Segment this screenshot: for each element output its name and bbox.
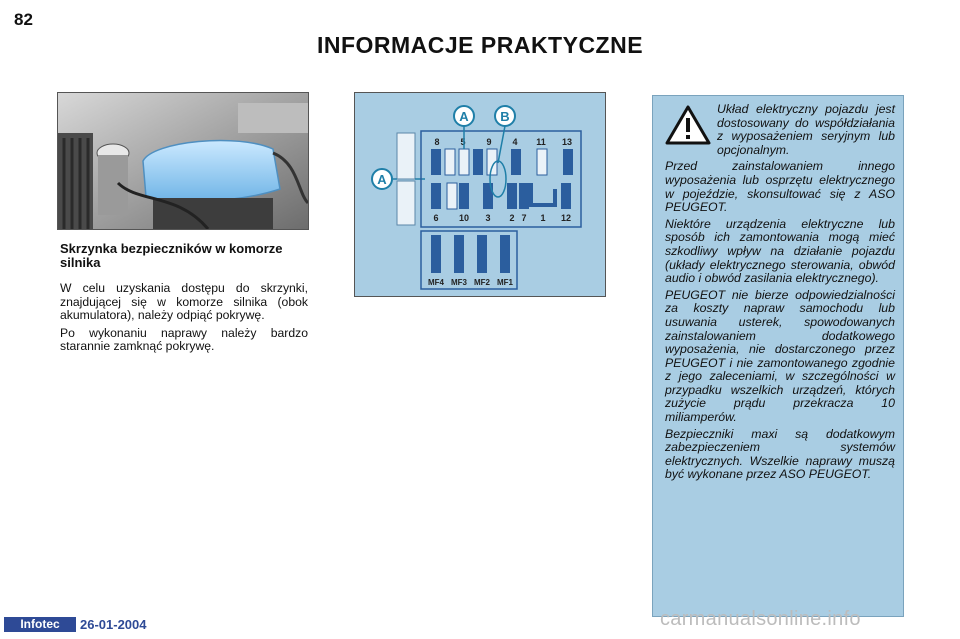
fuse-shunt <box>531 183 555 205</box>
fuse <box>563 149 573 175</box>
fuse-label: 4 <box>512 137 518 147</box>
maxi-fuse <box>454 235 464 273</box>
engine-compartment-photo <box>57 92 309 230</box>
fuse-label: 13 <box>561 137 573 147</box>
fuse-label: 12 <box>560 213 572 223</box>
warning-box <box>652 95 904 617</box>
fuse <box>459 149 469 175</box>
section-body <box>60 282 308 358</box>
fuse-box-svg <box>355 93 605 296</box>
fuse-label: 11 <box>536 137 546 147</box>
fuse-label: 3 <box>485 213 491 223</box>
maxi-fuse <box>477 235 487 273</box>
page-title: INFORMACJE PRAKTYCZNE <box>316 32 644 58</box>
fuse <box>459 183 469 209</box>
watermark: carmanualsonline.info <box>660 608 861 630</box>
fuse-label: 2 <box>509 213 515 223</box>
fuse <box>519 183 529 209</box>
footer-date: 26-01-2004 <box>80 617 147 632</box>
side-fuse <box>397 133 415 179</box>
maxi-fuse-label: MF3 <box>451 278 467 287</box>
maxi-fuse <box>500 235 510 273</box>
fuse-label: 5 <box>460 137 466 147</box>
fuse <box>447 183 457 209</box>
maxi-fuse-label: MF4 <box>428 278 444 287</box>
fuse-label: 1 <box>540 213 546 223</box>
body-paragraph: W celu uzyskania dostępu do skrzynki, znajdującej się w komorze silnika (obok akumulatora), należy odpiąć pokrywę. <box>60 281 308 323</box>
side-fuse <box>397 181 415 225</box>
fuse <box>507 183 517 209</box>
fuse <box>431 149 441 175</box>
warning-paragraph: Niektóre urządzenia elektryczne lub sposób ich zamontowania mogą mieć szkodliwy wpływ na działanie pojazdu (układy elektrycznego sterowania, obwód audio i obwód zasilania elektrycznego). <box>665 216 895 286</box>
maxi-fuse <box>431 235 441 273</box>
engine-photo-illustration <box>58 93 308 229</box>
warning-paragraph: Przed zainstalowaniem innego wyposażenia lub osprzętu elektrycznego w pojeździe, skonsultować się z ASO PEUGEOT. <box>665 159 895 215</box>
warning-paragraph: Układ elektryczny pojazdu jest dostosowany do współdziałania z wyposażeniem seryjnym lub opcjonalnym. <box>717 102 895 157</box>
fuse <box>537 149 547 175</box>
fuse <box>445 149 455 175</box>
fuse-label: 9 <box>486 137 492 147</box>
maxi-fuse-label: MF1 <box>497 278 513 287</box>
page-number: 82 <box>14 10 33 29</box>
fuse-label: 7 <box>521 213 527 223</box>
fuse-box-diagram <box>354 92 606 297</box>
fuse <box>431 183 441 209</box>
fuse <box>473 149 483 175</box>
callout-label: A <box>459 109 469 124</box>
fuse-label: 10 <box>458 213 470 223</box>
fuse <box>561 183 571 209</box>
warning-text <box>665 103 895 485</box>
callout-label: A <box>377 172 387 187</box>
section-heading: Skrzynka bezpieczników w komorze silnika <box>60 241 283 270</box>
fuse-highlight <box>490 161 506 197</box>
fuse-label: 6 <box>433 213 439 223</box>
warning-paragraph: Bezpieczniki maxi są dodatkowym zabezpieczeniem systemów elektrycznych. Wszelkie naprawy muszą być wykonane przez ASO PEUGEOT. <box>665 426 895 482</box>
infotec-logo: Infotec <box>4 617 76 632</box>
fuse <box>511 149 521 175</box>
fuse-label: 8 <box>434 137 440 147</box>
warning-paragraph: PEUGEOT nie bierze odpowiedzialności za koszty napraw samochodu lub usuwania usterek, spowodowanych zainstalowaniem dodatkowego wyposażenia, nie dostarczonego przez PEUGEOT i nie zamontowanego zgodnie z jego zaleceniami, w szczególności w przypadku wszelkich urządzeń, których zużycie prądu przekracza 10 miliamperów. <box>665 287 895 425</box>
callout-label: B <box>500 109 510 124</box>
maxi-fuse-label: MF2 <box>474 278 490 287</box>
body-paragraph: Po wykonaniu naprawy należy bardzo starannie zamknąć pokrywę. <box>60 325 308 354</box>
